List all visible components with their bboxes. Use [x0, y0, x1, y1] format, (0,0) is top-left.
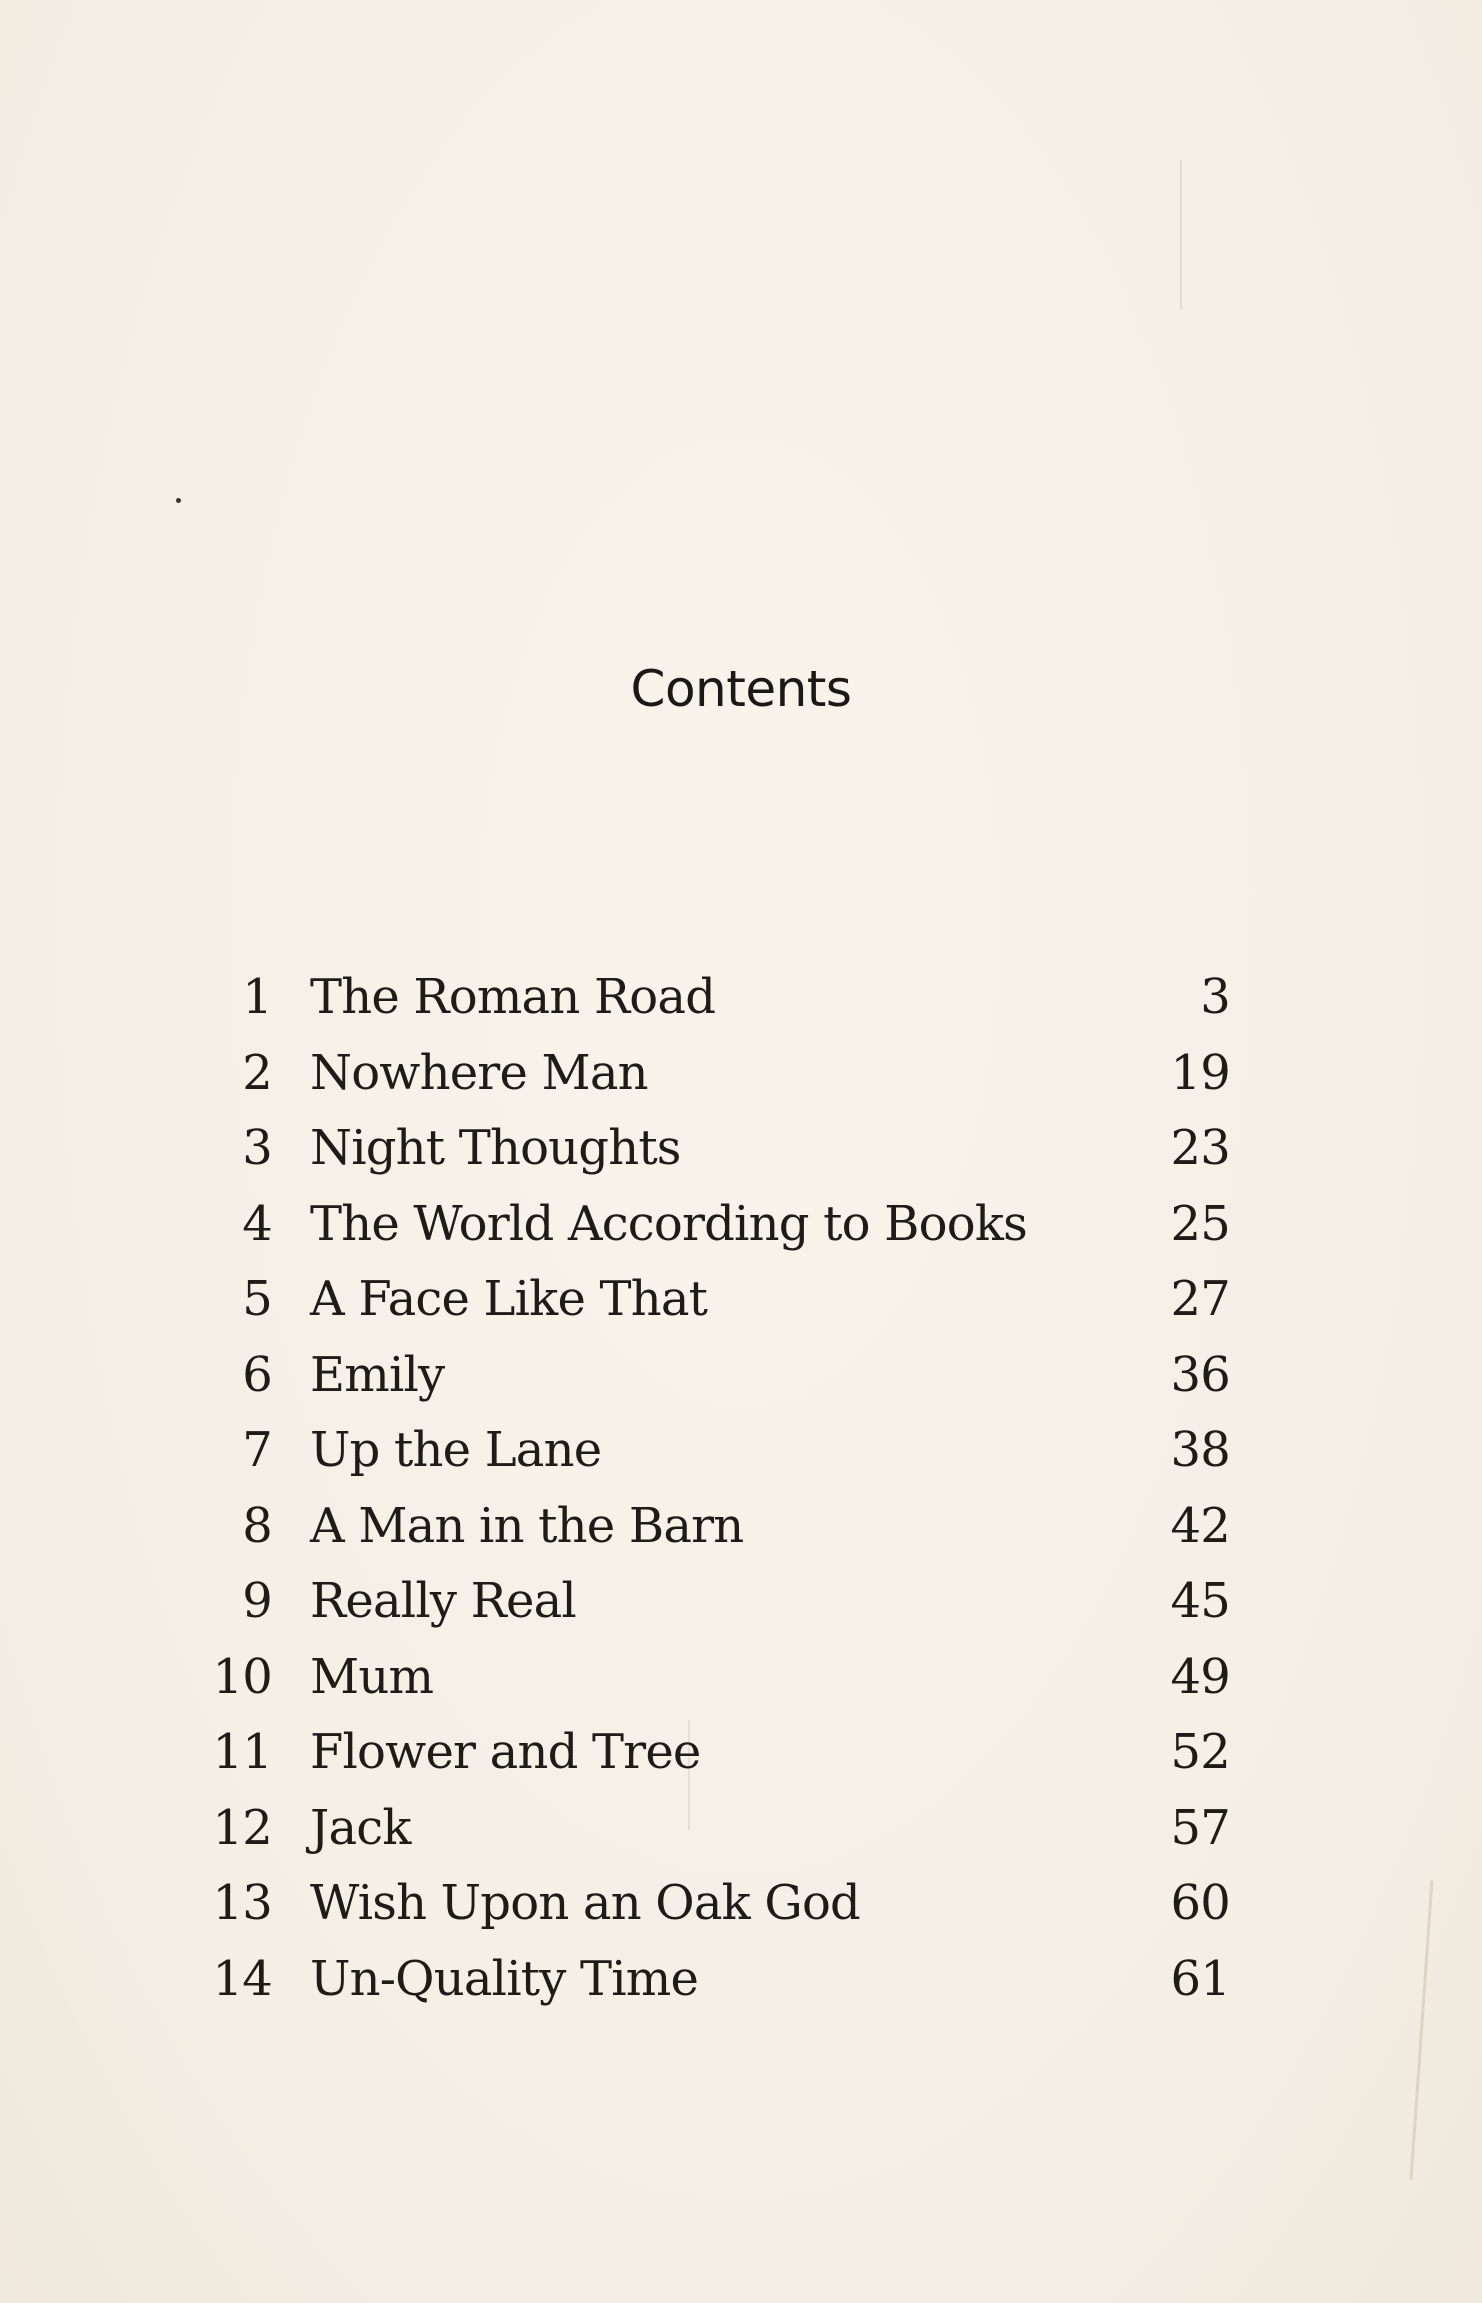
page-number: 49: [1170, 1648, 1230, 1705]
page-number: 52: [1170, 1724, 1230, 1780]
chapter-title: Really Real: [310, 1573, 576, 1629]
page-number: 19: [1170, 1044, 1230, 1101]
toc-entry: [150, 1413, 1230, 1489]
chapter-title: A Man in the Barn: [310, 1497, 744, 1554]
chapter-number: 11: [212, 1724, 272, 1780]
page-number: 42: [1170, 1497, 1230, 1554]
chapter-title: The Roman Road: [310, 969, 716, 1025]
page-number: 3: [1200, 969, 1230, 1025]
chapter-number: 6: [242, 1346, 272, 1403]
chapter-number: 13: [212, 1875, 272, 1931]
toc-entry: [150, 1036, 1230, 1112]
chapter-number: 1: [242, 969, 272, 1025]
page-number: 61: [1170, 1950, 1230, 2007]
chapter-title: Emily: [310, 1346, 445, 1403]
page-number: 23: [1170, 1120, 1230, 1176]
ink-speck: [176, 498, 181, 503]
page-number: 27: [1170, 1271, 1230, 1327]
page-number: 38: [1170, 1422, 1230, 1478]
toc-entry: [150, 1262, 1230, 1338]
chapter-number: 4: [242, 1195, 272, 1252]
chapter-title: Flower and Tree: [310, 1724, 701, 1780]
chapter-title: Night Thoughts: [310, 1120, 681, 1176]
chapter-number: 3: [242, 1120, 272, 1176]
chapter-number: 8: [242, 1497, 272, 1554]
chapter-number: 7: [242, 1422, 272, 1478]
chapter-number: 9: [242, 1573, 272, 1629]
chapter-number: 10: [212, 1648, 272, 1705]
toc-entry: [150, 1187, 1230, 1263]
table-of-contents: [150, 960, 1230, 2017]
chapter-number: 2: [242, 1044, 272, 1101]
chapter-title: Wish Upon an Oak God: [310, 1875, 860, 1931]
page-title: Contents: [630, 660, 852, 718]
chapter-title: Up the Lane: [310, 1422, 602, 1478]
show-through-mark: [1410, 1880, 1434, 2179]
page-number: 45: [1170, 1573, 1230, 1629]
chapter-title: Mum: [310, 1648, 434, 1705]
chapter-title: Un-Quality Time: [310, 1950, 699, 2007]
chapter-number: 12: [212, 1799, 272, 1856]
page-number: 57: [1170, 1799, 1230, 1856]
show-through-mark: [1180, 160, 1182, 310]
page-number: 60: [1170, 1875, 1230, 1931]
chapter-title: The World According to Books: [310, 1195, 1027, 1252]
chapter-title: Jack: [310, 1799, 411, 1856]
page-number: 36: [1170, 1346, 1230, 1403]
toc-entry: [150, 1942, 1230, 2018]
chapter-title: Nowhere Man: [310, 1044, 648, 1101]
toc-entry: [150, 1715, 1230, 1791]
chapter-title: A Face Like That: [310, 1271, 708, 1327]
toc-entry: [150, 960, 1230, 1036]
toc-entry: [150, 1866, 1230, 1942]
chapter-number: 5: [242, 1271, 272, 1327]
chapter-number: 14: [212, 1950, 272, 2007]
toc-entry: [150, 1338, 1230, 1414]
toc-entry: [150, 1791, 1230, 1867]
toc-entry: [150, 1111, 1230, 1187]
toc-entry: [150, 1564, 1230, 1640]
page-number: 25: [1170, 1195, 1230, 1252]
toc-entry: [150, 1640, 1230, 1716]
toc-entry: [150, 1489, 1230, 1565]
